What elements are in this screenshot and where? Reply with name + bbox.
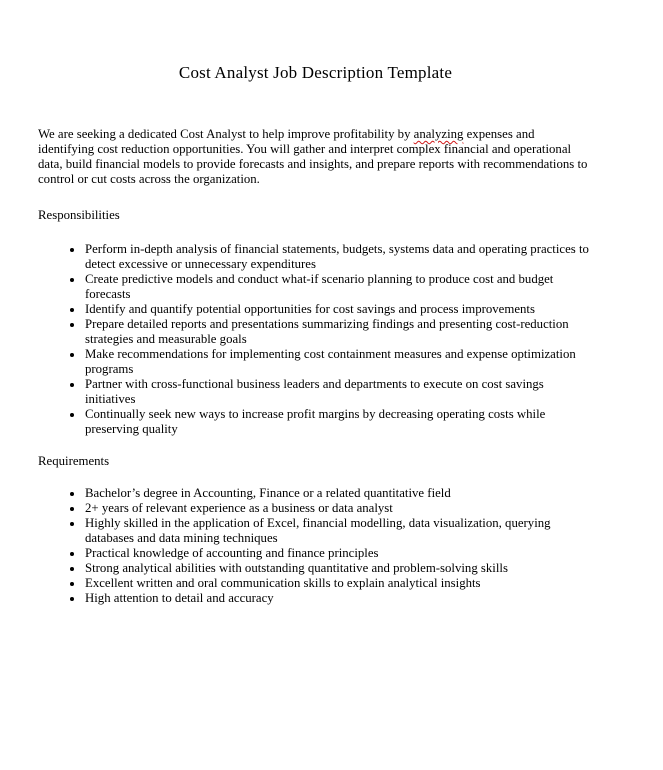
section-heading-responsibilities: Responsibilities	[38, 208, 120, 222]
responsibility-item: • Partner with cross-functional business leaders and departments to execute on cost savings initiatives	[84, 377, 593, 407]
requirements-list	[38, 486, 593, 606]
responsibility-item: • Perform in-depth analysis of financial statements, budgets, systems data and operating practices to detect excessive or unnecessary expenditures	[84, 242, 593, 272]
requirement-item: • High attention to detail and accuracy	[84, 591, 593, 606]
responsibility-item: • Prepare detailed reports and presentations summarizing findings and presenting cost-reduction strategies and measurable goals	[84, 317, 593, 347]
misspelled-word-analyzing: analyzing	[413, 127, 464, 141]
requirement-item: • Highly skilled in the application of Excel, financial modelling, data visualization, querying databases and data mining techniques	[84, 516, 593, 546]
intro-paragraph	[38, 127, 593, 187]
document-title: Cost Analyst Job Description Template	[178, 63, 453, 82]
intro-text-after: expenses and identifying cost reduction opportunities. You will gather and interpret complex financial and operational data, build financial models to provide forecasts and insights, and prepare reports with recommendations to control or cut costs across the organization.	[38, 127, 588, 186]
section-heading-requirements: Requirements	[38, 454, 110, 468]
responsibilities-list	[38, 242, 593, 437]
responsibility-item: • Create predictive models and conduct what-if scenario planning to produce cost and budget forecasts	[84, 272, 593, 302]
responsibility-item: • Continually seek new ways to increase profit margins by decreasing operating costs while preserving quality	[84, 407, 593, 437]
requirement-item: • Bachelor’s degree in Accounting, Finance or a related quantitative field	[84, 486, 593, 501]
requirement-item: • Practical knowledge of accounting and finance principles	[84, 546, 593, 561]
responsibility-item: • Make recommendations for implementing cost containment measures and expense optimization programs	[84, 347, 593, 377]
requirement-item: • 2+ years of relevant experience as a business or data analyst	[84, 501, 593, 516]
requirement-item: • Strong analytical abilities with outstanding quantitative and problem-solving skills	[84, 561, 593, 576]
responsibility-item: • Identify and quantify potential opportunities for cost savings and process improvements	[84, 302, 593, 317]
intro-text-before: We are seeking a dedicated Cost Analyst to help improve profitability by	[38, 127, 414, 141]
requirement-item: • Excellent written and oral communication skills to explain analytical insights	[84, 576, 593, 591]
